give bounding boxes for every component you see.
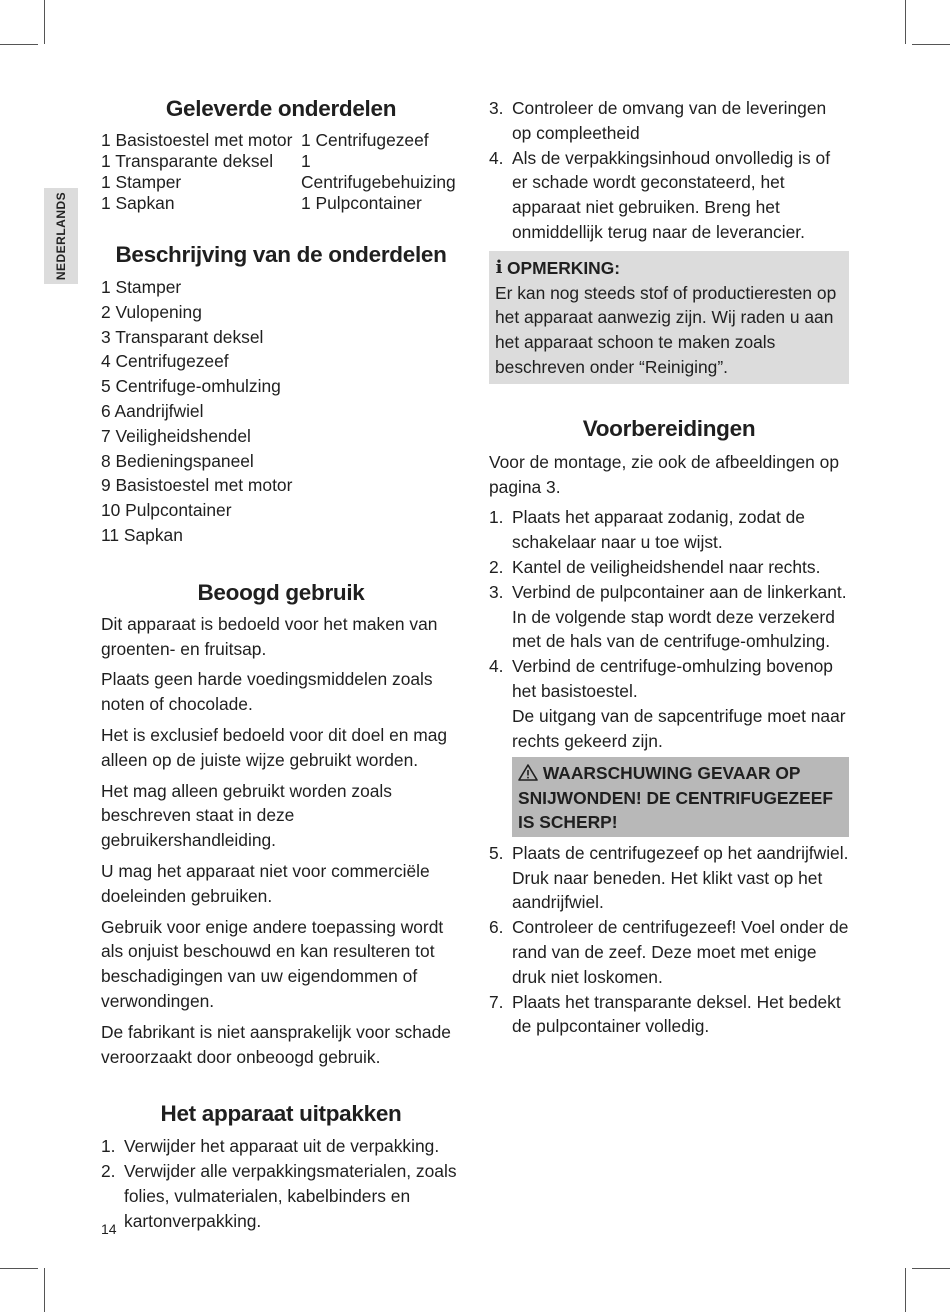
delivered-parts-col-1 [101,130,301,214]
step-number: 3. [489,98,504,118]
crop-mark [0,1268,38,1269]
note-text: Er kan nog steeds stof of productieresten op het apparaat aanwezig zijn. Wij raden u aan het apparaat schoon te maken zoals beschreven onder “Reiniging”. [495,282,837,377]
part-item: 3 Transparant deksel [101,326,264,347]
parts-description-list [101,275,461,548]
step-number: 1. [489,507,504,528]
step-number: 7. [489,991,504,1012]
part-item: 1 Stamper [101,277,182,297]
preparation-step [489,505,849,555]
crop-mark [44,0,45,44]
intended-use-section [101,578,461,1070]
warning-triangle-icon [518,764,538,781]
preparation-intro: Voor de montage, zie ook de afbeeldingen op pagina 3. [489,451,840,497]
delivered-part: 1 Basistoestel met motor [101,130,293,150]
delivered-parts-heading: Geleverde onderdelen [165,96,397,121]
preparation-step [489,580,849,654]
preparation-step [489,555,849,580]
step-text: Plaats het apparaat zodanig, zodat de schakelaar naar u toe wijst. [512,507,805,553]
crop-mark [905,1268,906,1312]
crop-mark [44,1268,45,1312]
delivered-parts-grid [101,130,461,214]
preparation-list [489,505,849,753]
step-text: Als de verpakkingsinhoud onvolledig is of er schade wordt geconstateerd, het apparaat niet gebruiken. Breng het onmiddellijk terug naar de leverancier. [512,147,831,242]
step-number: 3. [489,581,504,602]
note-title-text: OPMERKING: [507,257,621,278]
step-number: 6. [489,917,504,938]
parts-description-section [101,240,461,548]
delivered-part: 1 Transparante deksel [101,151,274,171]
language-label: NEDERLANDS [54,191,68,281]
preparation-heading: Voorbereidingen [582,415,756,441]
step-text: Controleer de centrifugezeef! Voel onder de rand van de zeef. Deze moet met enige druk niet loskomen. [512,917,849,987]
unpacking-step [489,146,849,245]
preparation-step [489,990,849,1040]
part-item: 10 Pulpcontainer [101,500,232,521]
preparation-step [489,915,849,989]
part-item: 8 Bedieningspaneel [101,450,254,471]
step-number: 2. [101,1161,116,1182]
unpacking-step [101,1159,461,1233]
delivered-part: 1 Sapkan [101,193,175,213]
part-item: 5 Centrifuge-omhulzing [101,376,281,397]
step-extra-text: De uitgang van de sapcentrifuge moet naar rechts gekeerd zijn. [512,705,846,751]
intended-use-paragraph: U mag het apparaat niet voor commerciële doeleinden gebruiken. [101,860,430,906]
preparation-step [489,654,849,753]
step-text: Verwijder alle verpakkingsmaterialen, zoals folies, vulmaterialen, kabelbinders en kartonverpakking. [124,1161,457,1231]
crop-mark [905,0,906,44]
delivered-parts-section [101,94,461,214]
warning-text: WAARSCHUWING GEVAAR OP SNIJWONDEN! DE CENTRIFUGEZEEF IS SCHERP! [518,763,833,833]
step-text: Verbind de pulpcontainer aan de linkerkant. In de volgende stap wordt deze verzekerd met de hals van de centrifuge-omhulzing. [512,581,847,652]
intended-use-paragraph: Het is exclusief bedoeld voor dit doel en mag alleen op de juiste wijze gebruikt worden. [101,724,448,770]
step-text: Kantel de veiligheidshendel naar rechts. [512,556,821,577]
preparation-section [489,414,849,1039]
part-item: 9 Basistoestel met motor [101,475,293,496]
part-item: 2 Vulopening [101,301,202,322]
step-text: Plaats het transparante deksel. Het bedekt de pulpcontainer volledig. [512,991,841,1037]
intended-use-paragraph: Het mag alleen gebruikt worden zoals beschreven staat in deze gebruikershandleiding. [101,780,392,851]
crop-mark [912,1268,950,1269]
delivered-part: 1 Pulpcontainer [301,193,422,213]
step-number: 4. [489,147,504,168]
unpacking-list [101,1134,461,1233]
delivered-part: 1 Stamper [101,172,182,192]
step-number: 4. [489,656,504,677]
step-number: 2. [489,556,504,577]
right-column [489,96,849,1039]
step-text: Verbind de centrifuge-omhulzing bovenop het basistoestel. [512,656,833,701]
intended-use-paragraph: Plaats geen harde voedingsmiddelen zoals noten of chocolade. [101,669,433,715]
intended-use-paragraph: Dit apparaat is bedoeld voor het maken van groenten- en fruitsap. [101,613,438,659]
info-icon: i [495,256,503,278]
crop-mark [0,44,38,45]
parts-description-heading: Beschrijving van de onderdelen [115,242,447,267]
delivered-part: 1 Centrifugezeef [301,130,429,150]
unpacking-list-continued [489,96,849,245]
crop-mark [912,44,950,45]
note-box [489,251,849,384]
unpacking-step [489,96,849,146]
left-column [101,94,461,1234]
part-item: 4 Centrifugezeef [101,351,229,372]
preparation-step [489,841,849,915]
intended-use-heading: Beoogd gebruik [197,579,365,605]
intended-use-paragraph: Gebruik voor enige andere toepassing wordt als onjuist beschouwd en kan resulteren tot beschadigingen van uw eigendommen of verwondingen. [101,916,444,1011]
delivered-parts-col-2 [301,130,461,214]
page-number: 14 [101,1221,117,1237]
unpacking-heading: Het apparaat uitpakken [160,1101,402,1127]
step-text: Controleer de omvang van de leveringen op compleetheid [512,98,827,143]
unpacking-step [101,1134,461,1159]
step-text: Plaats de centrifugezeef op het aandrijfwiel. Druk naar beneden. Het klikt vast op het aandrijfwiel. [512,842,849,913]
unpacking-section [101,1099,461,1233]
note-title [495,256,843,281]
part-item: 7 Veiligheidshendel [101,425,251,446]
step-number: 5. [489,842,504,863]
intended-use-paragraph: De fabrikant is niet aansprakelijk voor schade veroorzaakt door onbeoogd gebruik. [101,1021,451,1067]
part-item: 11 Sapkan [101,524,183,545]
preparation-list-continued [489,841,849,1039]
step-text: Verwijder het apparaat uit de verpakking. [124,1136,440,1157]
warning-box [512,757,849,837]
step-number: 1. [101,1136,116,1157]
language-side-tab [44,188,78,284]
delivered-part: 1 Centrifugebehuizing [301,151,456,192]
part-item: 6 Aandrijfwiel [101,400,204,421]
